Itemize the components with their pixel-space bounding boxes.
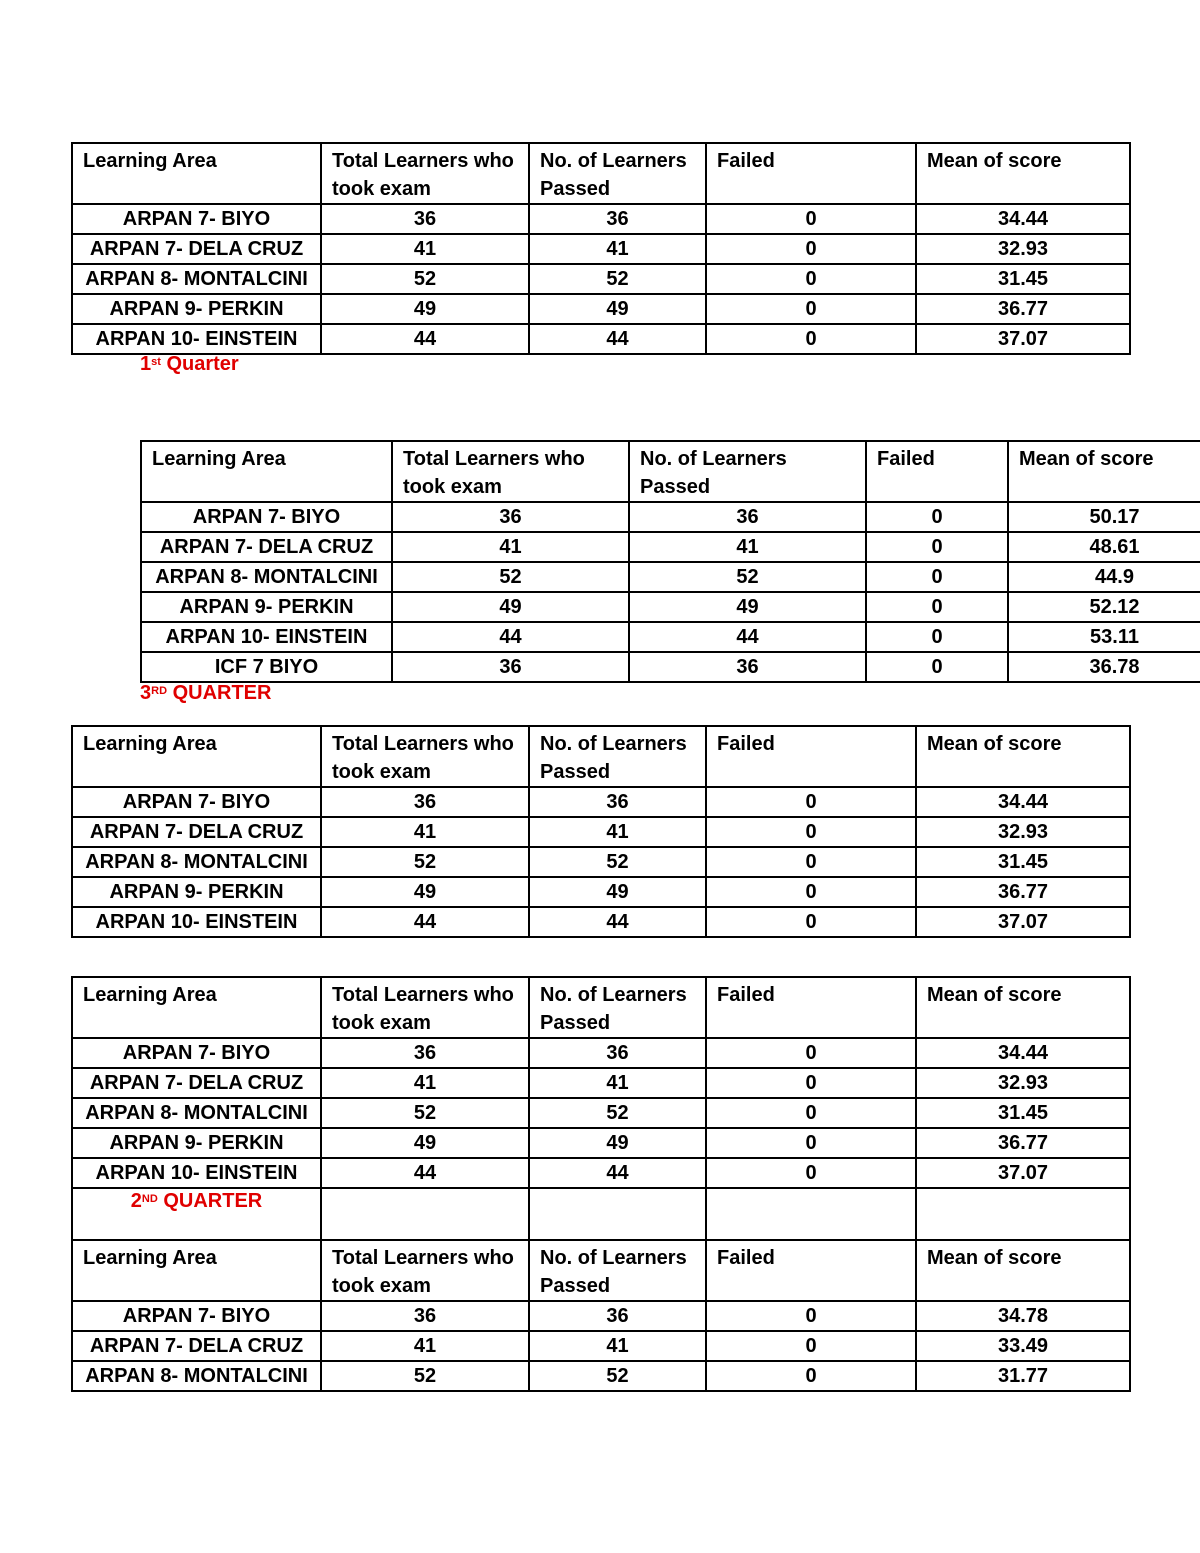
table-cell: 41 (529, 234, 706, 264)
table-cell: ARPAN 7- DELA CRUZ (72, 1331, 321, 1361)
table-cell: 49 (529, 877, 706, 907)
table-row (72, 1158, 1130, 1188)
table-cell: 44 (321, 907, 529, 937)
column-header: No. of Learners Passed (529, 143, 706, 204)
table-cell: 0 (706, 1038, 916, 1068)
column-header: Learning Area (141, 441, 392, 502)
table-cell: 31.45 (916, 1098, 1130, 1128)
table-cell: 0 (706, 1068, 916, 1098)
column-header: Mean of score (916, 143, 1130, 204)
column-header: Learning Area (72, 977, 321, 1038)
table-cell: 36.77 (916, 877, 1130, 907)
table-cell: 0 (866, 502, 1008, 532)
column-header: Mean of score (916, 977, 1130, 1038)
column-header: No. of Learners Passed (629, 441, 866, 502)
table-cell: ARPAN 10- EINSTEIN (72, 324, 321, 354)
table-row (72, 204, 1130, 234)
table-cell: 36 (629, 652, 866, 682)
table-cell: 52.12 (1008, 592, 1200, 622)
table-row (141, 652, 1200, 682)
table-cell: 31.45 (916, 264, 1130, 294)
table-cell: 41 (629, 532, 866, 562)
column-header: Learning Area (72, 1240, 321, 1301)
table-cell: 41 (321, 1068, 529, 1098)
table-cell: 0 (706, 234, 916, 264)
table-cell: 53.11 (1008, 622, 1200, 652)
table-cell: 36 (392, 502, 629, 532)
table-row (72, 1068, 1130, 1098)
column-header: No. of Learners Passed (529, 1240, 706, 1301)
column-header: Total Learners who took exam (321, 1240, 529, 1301)
table-cell: 44 (321, 324, 529, 354)
column-header: Mean of score (1008, 441, 1200, 502)
table-row (72, 1038, 1130, 1068)
table-cell: ARPAN 10- EINSTEIN (72, 1158, 321, 1188)
table-cell: 36.78 (1008, 652, 1200, 682)
table-cell: ARPAN 7- DELA CRUZ (72, 234, 321, 264)
table-cell: 32.93 (916, 817, 1130, 847)
table-cell: 36 (529, 787, 706, 817)
column-header: Failed (706, 726, 916, 787)
table-cell: ARPAN 8- MONTALCINI (72, 1361, 321, 1391)
table-row (72, 847, 1130, 877)
table-row (141, 622, 1200, 652)
table-cell: 36 (529, 204, 706, 234)
table-cell: 44 (629, 622, 866, 652)
table-cell: 36 (629, 502, 866, 532)
quarter-label-row (72, 1188, 1130, 1240)
column-header: Total Learners who took exam (392, 441, 629, 502)
table-cell: 44 (529, 324, 706, 354)
table-cell: 0 (706, 1361, 916, 1391)
table-cell: 0 (706, 264, 916, 294)
table-cell: 41 (321, 1331, 529, 1361)
table-cell: ARPAN 8- MONTALCINI (72, 264, 321, 294)
quarter-label-2nd: 2ND QUARTER (72, 1188, 321, 1240)
table-cell: 36.77 (916, 1128, 1130, 1158)
table-cell: ICF 7 BIYO (141, 652, 392, 682)
table-cell: 33.49 (916, 1331, 1130, 1361)
table-cell: 32.93 (916, 234, 1130, 264)
table-cell: 49 (321, 1128, 529, 1158)
table-cell: 0 (706, 324, 916, 354)
table-cell: 0 (866, 592, 1008, 622)
table-cell: 0 (866, 562, 1008, 592)
table-row (141, 532, 1200, 562)
table-row (72, 1098, 1130, 1128)
table-cell: 0 (706, 1301, 916, 1331)
table-cell: 52 (529, 264, 706, 294)
table-cell: 0 (866, 622, 1008, 652)
table-cell: 36 (321, 787, 529, 817)
table-cell: ARPAN 7- DELA CRUZ (72, 817, 321, 847)
table-cell: 52 (321, 1361, 529, 1391)
quarter-label-1st: 1st Quarter (140, 353, 239, 375)
table-cell: 52 (629, 562, 866, 592)
table-row (72, 1361, 1130, 1391)
table-cell: 0 (706, 787, 916, 817)
table-cell: 34.78 (916, 1301, 1130, 1331)
table-cell: 48.61 (1008, 532, 1200, 562)
column-header: Total Learners who took exam (321, 143, 529, 204)
table-cell: 0 (706, 817, 916, 847)
results-table-4 (71, 976, 1131, 1392)
table-header-row (72, 1240, 1130, 1301)
table-cell: ARPAN 9- PERKIN (72, 877, 321, 907)
table-cell: ARPAN 7- BIYO (141, 502, 392, 532)
table-cell: 32.93 (916, 1068, 1130, 1098)
table-cell: 44 (392, 622, 629, 652)
table-cell: 41 (321, 817, 529, 847)
table-cell: 36 (529, 1038, 706, 1068)
table-header-row (72, 726, 1130, 787)
table-cell: 41 (529, 817, 706, 847)
table-row (72, 877, 1130, 907)
table-cell: 41 (529, 1331, 706, 1361)
table-cell: 36 (392, 652, 629, 682)
table-cell: 36 (321, 1301, 529, 1331)
table-row (141, 562, 1200, 592)
table-cell: ARPAN 9- PERKIN (72, 294, 321, 324)
table-cell: ARPAN 7- BIYO (72, 1301, 321, 1331)
table-cell: 34.44 (916, 204, 1130, 234)
table-cell: 44 (321, 1158, 529, 1188)
table-cell: 52 (529, 847, 706, 877)
table-cell: 0 (706, 1128, 916, 1158)
table-cell: ARPAN 8- MONTALCINI (72, 1098, 321, 1128)
table-row (141, 592, 1200, 622)
table-cell: 0 (706, 1331, 916, 1361)
table-header-row (141, 441, 1200, 502)
table-cell: ARPAN 7- BIYO (72, 787, 321, 817)
table-cell: 0 (866, 652, 1008, 682)
table-cell: ARPAN 10- EINSTEIN (141, 622, 392, 652)
table-cell: 41 (529, 1068, 706, 1098)
table-cell: 36 (529, 1301, 706, 1331)
table-cell: 44 (529, 1158, 706, 1188)
table-cell: 37.07 (916, 907, 1130, 937)
column-header: Total Learners who took exam (321, 977, 529, 1038)
table-cell: 52 (529, 1361, 706, 1391)
table-cell: 52 (321, 264, 529, 294)
table-cell: 0 (866, 532, 1008, 562)
table-cell: 31.45 (916, 847, 1130, 877)
table-cell: ARPAN 9- PERKIN (141, 592, 392, 622)
table-cell: 36.77 (916, 294, 1130, 324)
table-row (72, 907, 1130, 937)
table-cell: 49 (321, 294, 529, 324)
table-cell: ARPAN 10- EINSTEIN (72, 907, 321, 937)
table-row (72, 324, 1130, 354)
column-header: Failed (706, 977, 916, 1038)
table-cell: 0 (706, 1098, 916, 1128)
table-row (72, 817, 1130, 847)
table-cell: 34.44 (916, 1038, 1130, 1068)
table-cell: 49 (529, 294, 706, 324)
table-row (72, 1331, 1130, 1361)
column-header: Learning Area (72, 726, 321, 787)
column-header: Failed (706, 1240, 916, 1301)
table-cell: 44 (529, 907, 706, 937)
table-cell: ARPAN 8- MONTALCINI (141, 562, 392, 592)
column-header: Failed (706, 143, 916, 204)
column-header: Mean of score (916, 726, 1130, 787)
table-cell: ARPAN 8- MONTALCINI (72, 847, 321, 877)
table-cell: 49 (392, 592, 629, 622)
table-cell: 0 (706, 1158, 916, 1188)
table-cell: 37.07 (916, 324, 1130, 354)
table-cell: 52 (529, 1098, 706, 1128)
table-cell: ARPAN 9- PERKIN (72, 1128, 321, 1158)
table-row (72, 1301, 1130, 1331)
table-cell: 41 (321, 234, 529, 264)
table-cell: 49 (529, 1128, 706, 1158)
table-cell: 34.44 (916, 787, 1130, 817)
table-cell: 41 (392, 532, 629, 562)
table-row (72, 1128, 1130, 1158)
column-header: Failed (866, 441, 1008, 502)
results-table-3 (71, 725, 1131, 938)
table-cell: ARPAN 7- BIYO (72, 1038, 321, 1068)
table-cell: 44.9 (1008, 562, 1200, 592)
table-cell: 50.17 (1008, 502, 1200, 532)
column-header: Mean of score (916, 1240, 1130, 1301)
column-header: No. of Learners Passed (529, 977, 706, 1038)
table-header-row (72, 977, 1130, 1038)
table-cell: ARPAN 7- BIYO (72, 204, 321, 234)
results-table-1 (71, 142, 1131, 355)
table-row (72, 264, 1130, 294)
table-cell: 52 (321, 847, 529, 877)
table-cell: 31.77 (916, 1361, 1130, 1391)
quarter-label-3rd: 3RD QUARTER (140, 682, 272, 704)
table-cell: 49 (629, 592, 866, 622)
table-cell: 0 (706, 847, 916, 877)
table-cell: 52 (392, 562, 629, 592)
column-header: Total Learners who took exam (321, 726, 529, 787)
column-header: No. of Learners Passed (529, 726, 706, 787)
table-cell: 0 (706, 907, 916, 937)
table-cell: 52 (321, 1098, 529, 1128)
table-header-row (72, 143, 1130, 204)
table-cell: ARPAN 7- DELA CRUZ (141, 532, 392, 562)
table-cell: 37.07 (916, 1158, 1130, 1188)
table-row (72, 294, 1130, 324)
table-cell: ARPAN 7- DELA CRUZ (72, 1068, 321, 1098)
table-cell: 0 (706, 294, 916, 324)
column-header: Learning Area (72, 143, 321, 204)
table-cell: 0 (706, 204, 916, 234)
table-cell: 36 (321, 204, 529, 234)
table-row (72, 234, 1130, 264)
table-row (141, 502, 1200, 532)
table-cell: 49 (321, 877, 529, 907)
table-cell: 36 (321, 1038, 529, 1068)
table-row (72, 787, 1130, 817)
table-cell: 0 (706, 877, 916, 907)
results-table-3rd-quarter (140, 440, 1200, 683)
